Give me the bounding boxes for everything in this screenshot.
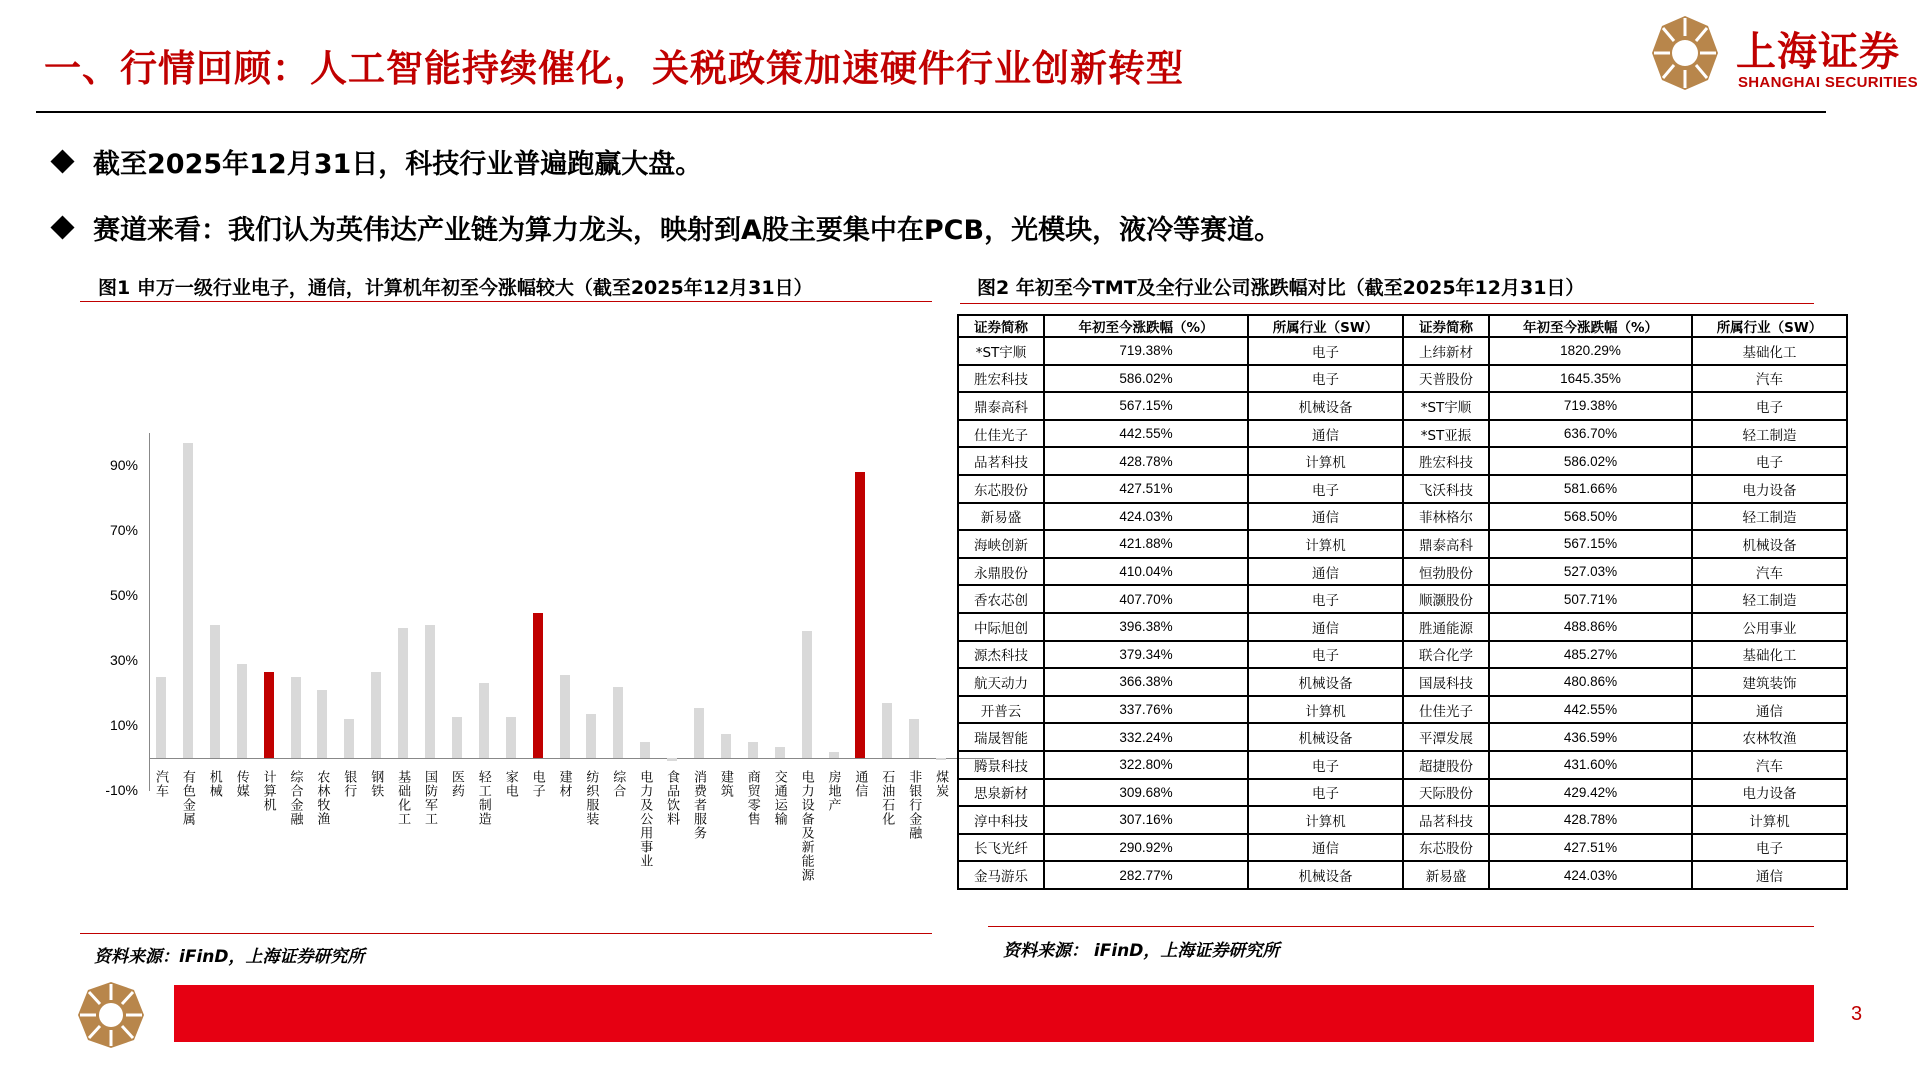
table-row <box>958 475 1847 503</box>
x-tick-label: 综合 <box>610 770 626 798</box>
table-cell: 电子 <box>1248 337 1403 365</box>
table-row <box>958 337 1847 365</box>
table-cell: 719.38% <box>1489 392 1692 420</box>
y-axis-line <box>149 433 150 791</box>
bar <box>479 683 489 758</box>
table-row <box>958 365 1847 393</box>
table-cell: 金马游乐 <box>958 861 1044 889</box>
x-tick-label: 基础化工 <box>395 770 411 826</box>
table-cell: *ST宇顺 <box>1403 392 1489 420</box>
table-cell: 通信 <box>1248 834 1403 862</box>
table-cell: 鼎泰高科 <box>1403 530 1489 558</box>
bar <box>721 734 731 758</box>
x-tick-label: 交通运输 <box>771 770 787 826</box>
figure1-title-rule <box>80 301 932 302</box>
table-cell: 基础化工 <box>1692 337 1847 365</box>
x-tick-label: 煤炭 <box>933 770 949 798</box>
x-tick-label: 纺织服装 <box>583 770 599 826</box>
bar <box>613 687 623 759</box>
table-cell: 396.38% <box>1044 613 1248 641</box>
table-cell: 427.51% <box>1489 834 1692 862</box>
table-cell: 仕佳光子 <box>1403 696 1489 724</box>
figure2-title: 图2 年初至今TMT及全行业公司涨跌幅对比（截至2025年12月31日） <box>977 277 1585 299</box>
table-cell: 瑞晟智能 <box>958 723 1044 751</box>
table-cell: 442.55% <box>1489 696 1692 724</box>
column-header: 年初至今涨跌幅（%） <box>1044 315 1248 337</box>
x-tick-label: 银行 <box>341 770 357 798</box>
table-cell: 290.92% <box>1044 834 1248 862</box>
table-cell: 基础化工 <box>1692 641 1847 669</box>
table-cell: 379.34% <box>1044 641 1248 669</box>
table-cell: 东芯股份 <box>958 475 1044 503</box>
table-cell: 海峡创新 <box>958 530 1044 558</box>
figure2-title-rule <box>960 303 1814 304</box>
table-cell: 636.70% <box>1489 420 1692 448</box>
table-row <box>958 558 1847 586</box>
table-cell: 鼎泰高科 <box>958 392 1044 420</box>
table-cell: 计算机 <box>1692 806 1847 834</box>
x-tick-label: 建材 <box>556 770 572 798</box>
table-row <box>958 447 1847 475</box>
table-cell: 机械设备 <box>1248 723 1403 751</box>
bar <box>398 628 408 758</box>
column-header: 所属行业（SW） <box>1248 315 1403 337</box>
stock-comparison-table <box>957 314 1848 890</box>
bar <box>560 675 570 758</box>
table-row <box>958 861 1847 889</box>
table-cell: 427.51% <box>1044 475 1248 503</box>
industry-return-bar-chart <box>80 420 949 910</box>
figure1-source-rule <box>80 933 932 934</box>
table-cell: 通信 <box>1248 420 1403 448</box>
bar <box>371 672 381 758</box>
table-cell: 428.78% <box>1489 806 1692 834</box>
x-tick-label: 传媒 <box>233 770 249 798</box>
table-cell: 计算机 <box>1248 530 1403 558</box>
table-cell: 通信 <box>1692 861 1847 889</box>
diamond-bullet-icon <box>50 149 74 173</box>
x-tick-label: 商贸零售 <box>744 770 760 826</box>
logo-chinese-name: 上海证券 <box>1736 29 1900 75</box>
figure1-source: 资料来源：iFinD，上海证券研究所 <box>94 947 365 967</box>
table-cell: 农林牧渔 <box>1692 723 1847 751</box>
table-row <box>958 613 1847 641</box>
table-row <box>958 503 1847 531</box>
column-header: 证券简称 <box>958 315 1044 337</box>
y-tick-label: 30% <box>109 651 138 668</box>
table-cell: 建筑装饰 <box>1692 668 1847 696</box>
table-row <box>958 668 1847 696</box>
x-tick-label: 机械 <box>206 770 222 798</box>
table-row <box>958 751 1847 779</box>
table-cell: 307.16% <box>1044 806 1248 834</box>
bar <box>882 703 892 758</box>
bar <box>802 631 812 758</box>
table-row <box>958 392 1847 420</box>
x-tick-label: 钢铁 <box>368 770 384 798</box>
table-cell: 长飞光纤 <box>958 834 1044 862</box>
logo-english-name: SHANGHAI SECURITIES <box>1738 74 1918 91</box>
table-cell: 国晟科技 <box>1403 668 1489 696</box>
table-cell: 上纬新材 <box>1403 337 1489 365</box>
page-title: 一、行情回顾：人工智能持续催化，关税政策加速硬件行业创新转型 <box>44 47 1184 90</box>
bar <box>640 742 650 758</box>
table-cell: 源杰科技 <box>958 641 1044 669</box>
y-tick-label: 90% <box>109 456 138 473</box>
table-cell: 机械设备 <box>1692 530 1847 558</box>
table-row <box>958 585 1847 613</box>
table-cell: 天普股份 <box>1403 365 1489 393</box>
table-cell: 322.80% <box>1044 751 1248 779</box>
table-cell: 天际股份 <box>1403 779 1489 807</box>
x-tick-label: 食品饮料 <box>664 770 680 826</box>
table-row <box>958 723 1847 751</box>
table-cell: 电力设备 <box>1692 779 1847 807</box>
table-cell: 431.60% <box>1489 751 1692 779</box>
x-tick-label: 建筑 <box>717 770 733 798</box>
table-cell: 421.88% <box>1044 530 1248 558</box>
table-cell: 电力设备 <box>1692 475 1847 503</box>
table-row <box>958 641 1847 669</box>
table-cell: 通信 <box>1248 613 1403 641</box>
bar <box>533 613 543 758</box>
column-header: 所属行业（SW） <box>1692 315 1847 337</box>
title-divider <box>36 111 1826 113</box>
table-cell: 480.86% <box>1489 668 1692 696</box>
table-cell: 407.70% <box>1044 585 1248 613</box>
table-cell: 淳中科技 <box>958 806 1044 834</box>
footer-bar <box>174 985 1814 1042</box>
x-tick-label: 有色金属 <box>179 770 195 826</box>
table-cell: 电子 <box>1248 751 1403 779</box>
table-cell: 电子 <box>1248 365 1403 393</box>
column-header: 年初至今涨跌幅（%） <box>1489 315 1692 337</box>
table-header-row <box>958 315 1847 337</box>
table-cell: 442.55% <box>1044 420 1248 448</box>
x-tick-label: 综合金融 <box>287 770 303 826</box>
table-cell: 通信 <box>1248 558 1403 586</box>
table-cell: 平潭发展 <box>1403 723 1489 751</box>
table-cell: 轻工制造 <box>1692 503 1847 531</box>
x-tick-label: 电力设备及新能源 <box>798 770 814 882</box>
table-cell: 581.66% <box>1489 475 1692 503</box>
table-cell: 719.38% <box>1044 337 1248 365</box>
x-tick-label: 轻工制造 <box>475 770 491 826</box>
table-row <box>958 530 1847 558</box>
table-cell: 567.15% <box>1044 392 1248 420</box>
table-cell: 电子 <box>1248 641 1403 669</box>
table-cell: 仕佳光子 <box>958 420 1044 448</box>
figure2-source-rule <box>988 926 1814 927</box>
table-cell: 思泉新材 <box>958 779 1044 807</box>
table-cell: *ST宇顺 <box>958 337 1044 365</box>
x-tick-label: 石油石化 <box>879 770 895 826</box>
table-cell: 公用事业 <box>1692 613 1847 641</box>
table-cell: 282.77% <box>1044 861 1248 889</box>
table-cell: 337.76% <box>1044 696 1248 724</box>
table-cell: 309.68% <box>1044 779 1248 807</box>
table-cell: 567.15% <box>1489 530 1692 558</box>
bar <box>425 625 435 758</box>
table-cell: 410.04% <box>1044 558 1248 586</box>
table-cell: 轻工制造 <box>1692 420 1847 448</box>
table-cell: 汽车 <box>1692 751 1847 779</box>
bullet-point <box>50 142 702 181</box>
table-cell: 436.59% <box>1489 723 1692 751</box>
table-row <box>958 696 1847 724</box>
bar <box>452 717 462 758</box>
x-tick-label: 汽车 <box>153 770 168 798</box>
bar <box>855 472 865 758</box>
table-cell: 顺灏股份 <box>1403 585 1489 613</box>
brand-logo <box>1650 14 1920 96</box>
table-cell: 恒勃股份 <box>1403 558 1489 586</box>
table-cell: 424.03% <box>1044 503 1248 531</box>
table-cell: 汽车 <box>1692 365 1847 393</box>
page-number: 3 <box>1851 1003 1863 1025</box>
table-row <box>958 779 1847 807</box>
table-cell: 新易盛 <box>1403 861 1489 889</box>
table-row <box>958 806 1847 834</box>
x-tick-label: 房地产 <box>825 770 841 812</box>
table-cell: 计算机 <box>1248 696 1403 724</box>
y-tick-label: 70% <box>109 521 138 538</box>
x-tick-label: 非银行金融 <box>906 770 922 840</box>
bar <box>909 719 919 758</box>
table-cell: 新易盛 <box>958 503 1044 531</box>
bar <box>291 677 301 758</box>
bar <box>667 758 677 761</box>
table-cell: *ST亚振 <box>1403 420 1489 448</box>
table-cell: 菲林格尔 <box>1403 503 1489 531</box>
table-cell: 586.02% <box>1044 365 1248 393</box>
table-cell: 香农芯创 <box>958 585 1044 613</box>
bar <box>237 664 247 758</box>
x-tick-label: 国防军工 <box>422 770 437 826</box>
bar <box>829 752 839 759</box>
table-cell: 中际旭创 <box>958 613 1044 641</box>
table-cell: 胜宏科技 <box>958 365 1044 393</box>
x-tick-label: 电子 <box>529 770 545 798</box>
diamond-bullet-icon <box>50 215 74 239</box>
bar <box>586 714 596 758</box>
figure1-title: 图1 申万一级行业电子，通信，计算机年初至今涨幅较大（截至2025年12月31日） <box>98 277 813 299</box>
x-tick-label: 消费者服务 <box>691 770 706 840</box>
bar <box>317 690 327 758</box>
bar <box>210 625 220 758</box>
table-cell: 超捷股份 <box>1403 751 1489 779</box>
table-cell: 机械设备 <box>1248 668 1403 696</box>
y-tick-label: -10% <box>105 781 138 798</box>
logo-emblem-icon <box>1650 14 1720 92</box>
table-cell: 机械设备 <box>1248 392 1403 420</box>
bar <box>936 758 946 760</box>
table-cell: 527.03% <box>1489 558 1692 586</box>
table-cell: 488.86% <box>1489 613 1692 641</box>
table-cell: 联合化学 <box>1403 641 1489 669</box>
x-tick-label: 农林牧渔 <box>314 770 330 826</box>
table-cell: 汽车 <box>1692 558 1847 586</box>
table-cell: 品茗科技 <box>1403 806 1489 834</box>
table-cell: 胜宏科技 <box>1403 447 1489 475</box>
table-cell: 通信 <box>1692 696 1847 724</box>
x-tick-label: 电力及公用事业 <box>637 770 653 868</box>
table-cell: 电子 <box>1248 585 1403 613</box>
table-row <box>958 834 1847 862</box>
bar <box>156 677 166 758</box>
table-cell: 计算机 <box>1248 447 1403 475</box>
table-cell: 1645.35% <box>1489 365 1692 393</box>
table-cell: 1820.29% <box>1489 337 1692 365</box>
table-cell: 568.50% <box>1489 503 1692 531</box>
table-cell: 507.71% <box>1489 585 1692 613</box>
table-cell: 轻工制造 <box>1692 585 1847 613</box>
bar <box>344 719 354 758</box>
y-tick-label: 10% <box>109 716 138 733</box>
table-cell: 东芯股份 <box>1403 834 1489 862</box>
table-cell: 品茗科技 <box>958 447 1044 475</box>
table-cell: 电子 <box>1248 779 1403 807</box>
table-cell: 永鼎股份 <box>958 558 1044 586</box>
bar <box>694 708 704 758</box>
table-cell: 电子 <box>1692 392 1847 420</box>
column-header: 证券简称 <box>1403 315 1489 337</box>
table-cell: 开普云 <box>958 696 1044 724</box>
x-axis-line <box>149 758 994 759</box>
x-tick-label: 通信 <box>852 770 868 798</box>
table-cell: 电子 <box>1248 475 1403 503</box>
table-cell: 424.03% <box>1489 861 1692 889</box>
table-cell: 胜通能源 <box>1403 613 1489 641</box>
bullet-text: 赛道来看：我们认为英伟达产业链为算力龙头，映射到A股主要集中在PCB，光模块，液冷等赛道。 <box>93 215 1282 246</box>
table-cell: 计算机 <box>1248 806 1403 834</box>
footer-logo-icon <box>76 980 146 1050</box>
table-cell: 机械设备 <box>1248 861 1403 889</box>
x-tick-label: 计算机 <box>260 770 276 812</box>
table-cell: 586.02% <box>1489 447 1692 475</box>
bar <box>183 443 193 758</box>
bar <box>506 717 516 758</box>
table-cell: 电子 <box>1692 834 1847 862</box>
table-cell: 429.42% <box>1489 779 1692 807</box>
table-cell: 366.38% <box>1044 668 1248 696</box>
bullet-text: 截至2025年12月31日，科技行业普遍跑赢大盘。 <box>93 149 703 180</box>
table-cell: 航天动力 <box>958 668 1044 696</box>
table-cell: 电子 <box>1692 447 1847 475</box>
bar <box>775 747 785 758</box>
table-cell: 飞沃科技 <box>1403 475 1489 503</box>
x-tick-label: 家电 <box>502 770 518 798</box>
table-cell: 428.78% <box>1044 447 1248 475</box>
table-row <box>958 420 1847 448</box>
y-tick-label: 50% <box>109 586 138 603</box>
bar <box>748 742 758 758</box>
x-tick-label: 医药 <box>448 770 464 798</box>
bar <box>264 672 274 758</box>
table-cell: 通信 <box>1248 503 1403 531</box>
figure2-source: 资料来源： iFinD，上海证券研究所 <box>1003 941 1280 961</box>
table-cell: 485.27% <box>1489 641 1692 669</box>
table-cell: 腾景科技 <box>958 751 1044 779</box>
bullet-point <box>50 208 1281 247</box>
table-cell: 332.24% <box>1044 723 1248 751</box>
